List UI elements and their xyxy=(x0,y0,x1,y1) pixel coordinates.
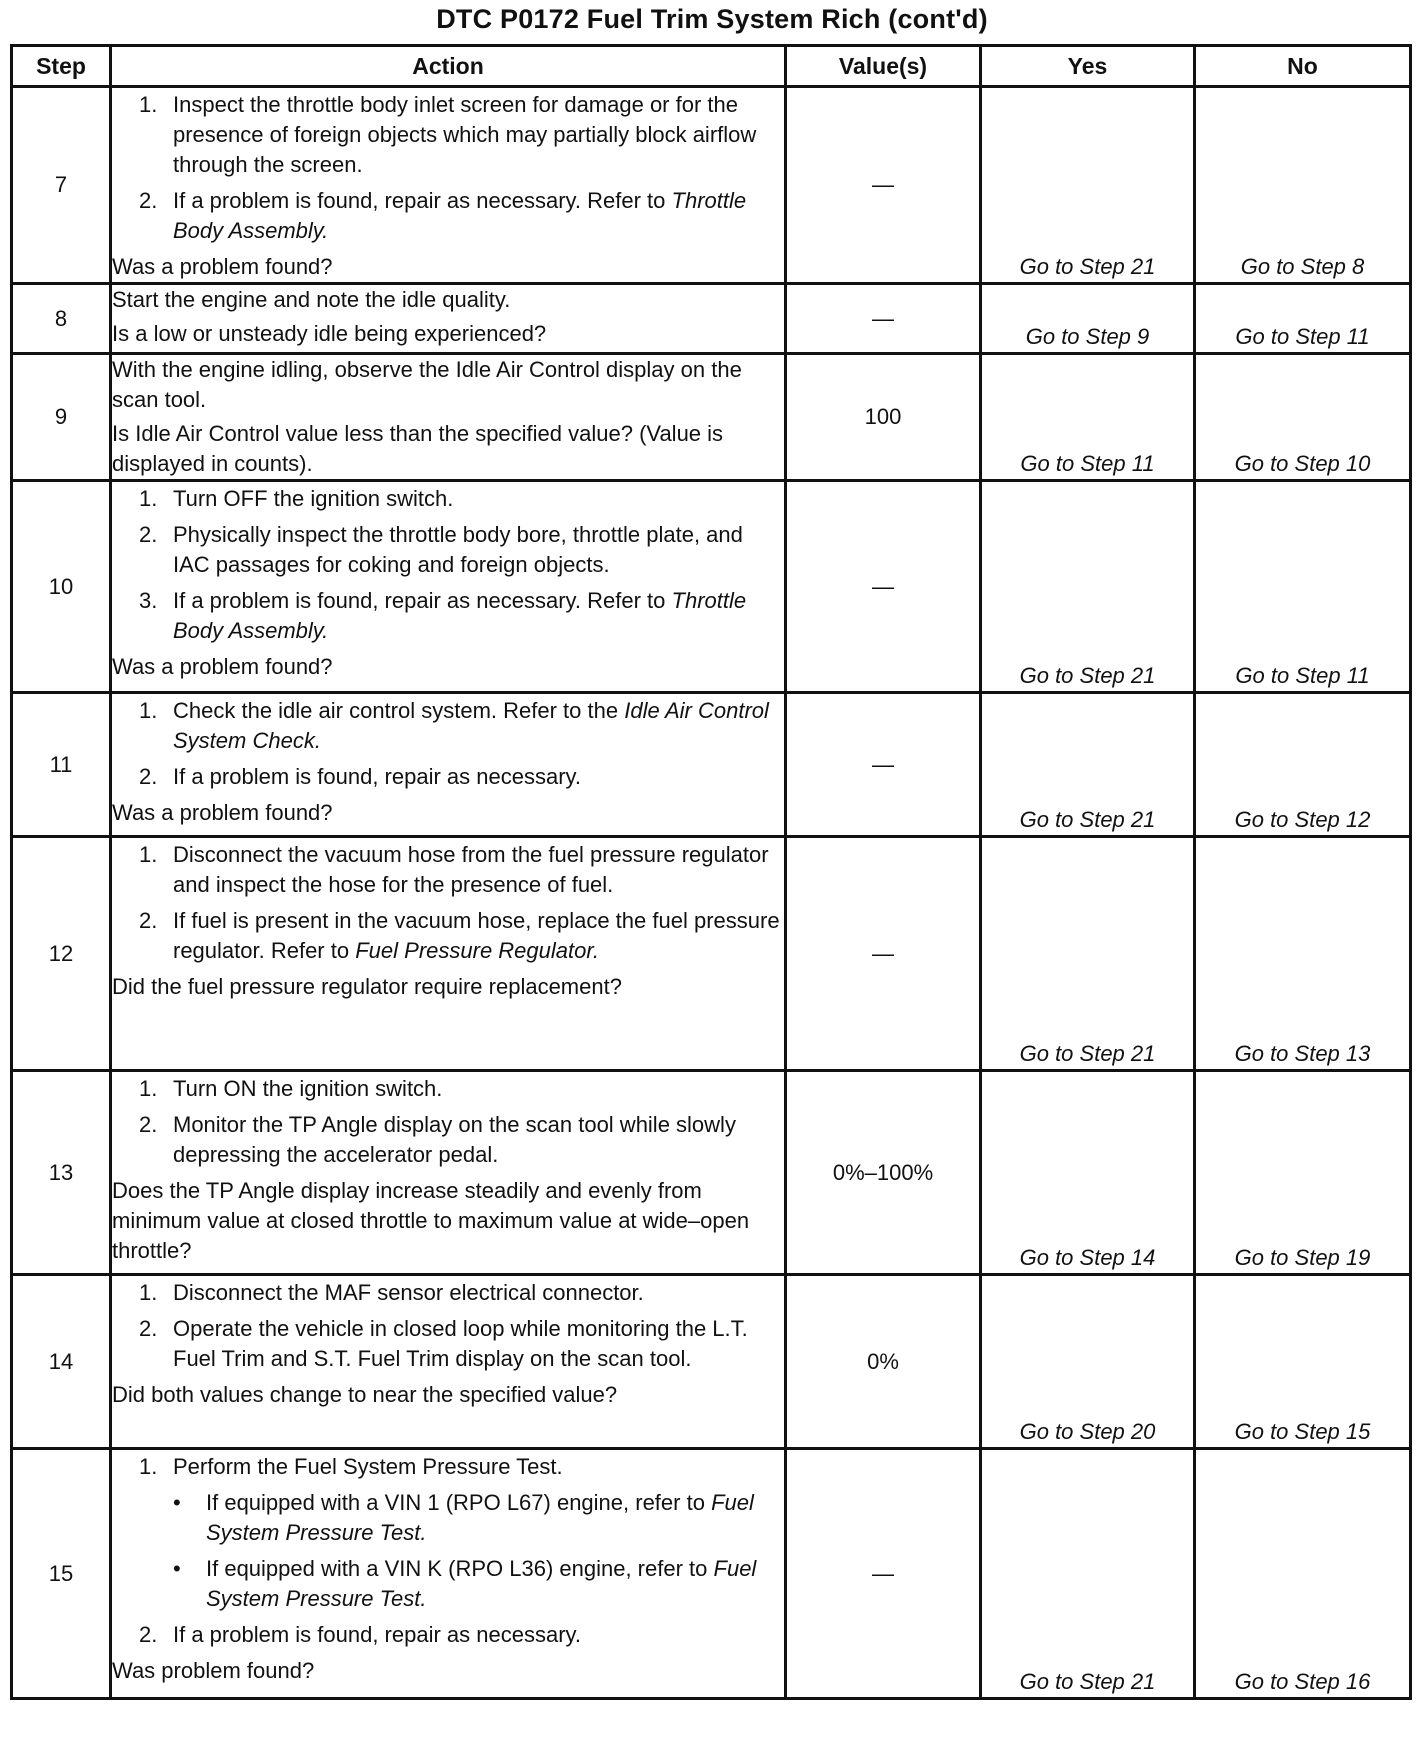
action-text: Start the engine and note the idle quality. xyxy=(112,287,511,312)
table-row xyxy=(12,87,1411,284)
action-cell: 1. Check the idle air control system. Refer to the Idle Air Control System Check. 2. If a problem is found, repair as necessary. Was a problem found? xyxy=(111,693,786,837)
action-cell xyxy=(111,354,786,481)
step-number: 10 xyxy=(12,481,111,693)
step-number: 15 xyxy=(12,1449,111,1699)
value-cell: — xyxy=(786,693,981,837)
no-goto-link[interactable]: Go to Step 11 xyxy=(1235,663,1370,688)
reference-link[interactable]: Fuel System Pressure Test. xyxy=(206,1490,754,1545)
action-bullet: If equipped with a VIN K (RPO L36) engine, refer to xyxy=(206,1556,708,1581)
yes-cell xyxy=(981,1449,1195,1699)
no-goto-link[interactable]: Go to Step 19 xyxy=(1234,1245,1371,1270)
step-number: 7 xyxy=(12,87,111,284)
action-substep: Disconnect the vacuum hose from the fuel pressure regulator and inspect the hose for the presence of fuel. xyxy=(173,842,769,897)
header-value: Value(s) xyxy=(786,46,981,87)
yes-goto-link[interactable]: Go to Step 21 xyxy=(1019,663,1156,688)
reference-link[interactable]: Throttle Body Assembly. xyxy=(173,188,747,243)
action-question: Did both values change to near the specified value? xyxy=(112,1382,618,1407)
action-question: Was a problem found? xyxy=(112,254,333,279)
action-question: Was problem found? xyxy=(112,1658,315,1683)
no-cell xyxy=(1195,87,1411,284)
yes-cell xyxy=(981,1275,1195,1449)
no-cell xyxy=(1195,1275,1411,1449)
action-substep: Perform the Fuel System Pressure Test. xyxy=(173,1454,563,1479)
action-question: Was a problem found? xyxy=(112,654,333,679)
value-cell: 0%–100% xyxy=(786,1071,981,1275)
table-row xyxy=(12,284,1411,354)
value-cell: — xyxy=(786,481,981,693)
value-cell: — xyxy=(786,837,981,1071)
value-cell: — xyxy=(786,87,981,284)
yes-cell xyxy=(981,284,1195,354)
yes-goto-link[interactable]: Go to Step 20 xyxy=(1019,1419,1156,1444)
reference-link[interactable]: Idle Air Control System Check. xyxy=(173,698,769,753)
action-substep: Monitor the TP Angle display on the scan tool while slowly depressing the accelerator pedal. xyxy=(173,1112,736,1167)
no-goto-link[interactable]: Go to Step 13 xyxy=(1234,1041,1371,1066)
header-yes: Yes xyxy=(981,46,1195,87)
step-number: 8 xyxy=(12,284,111,354)
action-substep: If a problem is found, repair as necessary. xyxy=(173,1622,582,1647)
action-cell: 1. Turn ON the ignition switch. 2. Monitor the TP Angle display on the scan tool while slowly depressing the accelerator pedal. Does the TP Angle display increase steadily and evenly from minimum value at closed throttle to maximum value at wide–open throttle? xyxy=(111,1071,786,1275)
action-question: Is a low or unsteady idle being experienced? xyxy=(112,321,547,346)
no-goto-link[interactable]: Go to Step 12 xyxy=(1234,807,1371,832)
no-goto-link[interactable]: Go to Step 8 xyxy=(1240,254,1365,279)
yes-goto-link[interactable]: Go to Step 21 xyxy=(1019,254,1156,279)
value-cell: — xyxy=(786,1449,981,1699)
action-substep: If fuel is present in the vacuum hose, replace the fuel pressure regulator. Refer to xyxy=(173,908,780,963)
value-cell: 100 xyxy=(786,354,981,481)
diagnostic-table xyxy=(10,44,1412,1700)
action-substep: Inspect the throttle body inlet screen for damage or for the presence of foreign objects which may partially block airflow through the screen. xyxy=(173,92,757,177)
action-substep: Check the idle air control system. Refer to the xyxy=(173,698,619,723)
header-step: Step xyxy=(12,46,111,87)
yes-goto-link[interactable]: Go to Step 21 xyxy=(1019,1669,1156,1694)
value-cell: 0% xyxy=(786,1275,981,1449)
action-question: Was a problem found? xyxy=(112,800,333,825)
no-goto-link[interactable]: Go to Step 16 xyxy=(1234,1669,1371,1694)
no-goto-link[interactable]: Go to Step 11 xyxy=(1235,324,1370,349)
action-substep: Operate the vehicle in closed loop while monitoring the L.T. Fuel Trim and S.T. Fuel Trim display on the scan tool. xyxy=(173,1316,748,1371)
action-substep: Disconnect the MAF sensor electrical connector. xyxy=(173,1280,644,1305)
action-bullet: If equipped with a VIN 1 (RPO L67) engine, refer to xyxy=(206,1490,705,1515)
no-cell xyxy=(1195,284,1411,354)
table-row xyxy=(12,1275,1411,1449)
reference-link[interactable]: Throttle Body Assembly. xyxy=(173,588,747,643)
reference-link[interactable]: Fuel Pressure Regulator. xyxy=(355,938,599,963)
table-header-row xyxy=(12,46,1411,87)
table-row xyxy=(12,1449,1411,1699)
step-number: 9 xyxy=(12,354,111,481)
header-no: No xyxy=(1195,46,1411,87)
table-row xyxy=(12,1071,1411,1275)
step-number: 11 xyxy=(12,693,111,837)
no-goto-link[interactable]: Go to Step 10 xyxy=(1234,451,1371,476)
no-cell xyxy=(1195,354,1411,481)
yes-goto-link[interactable]: Go to Step 9 xyxy=(1025,324,1150,349)
yes-goto-link[interactable]: Go to Step 11 xyxy=(1020,451,1155,476)
table-row xyxy=(12,693,1411,837)
no-cell xyxy=(1195,1071,1411,1275)
action-question: Is Idle Air Control value less than the specified value? (Value is displayed in counts). xyxy=(112,421,724,476)
yes-goto-link[interactable]: Go to Step 21 xyxy=(1019,1041,1156,1066)
action-cell: 1. Turn OFF the ignition switch. 2. Physically inspect the throttle body bore, throttle plate, and IAC passages for coking and foreign objects. 3. If a problem is found, repair as necessary. Refer to Throttle Body Assembly. Was a problem found? xyxy=(111,481,786,693)
yes-goto-link[interactable]: Go to Step 21 xyxy=(1019,807,1156,832)
action-cell: 1. Perform the Fuel System Pressure Test. • If equipped with a VIN 1 (RPO L67) engine, refer to Fuel System Pressure Test. • If equipped with a VIN K (RPO L36) engine, refer to Fuel System Pressure Test. 2. If a problem is found, repair as necessary. Was problem found? xyxy=(111,1449,786,1699)
value-cell: — xyxy=(786,284,981,354)
action-cell: 1. Disconnect the MAF sensor electrical connector. 2. Operate the vehicle in closed loop while monitoring the L.T. Fuel Trim and S.T. Fuel Trim display on the scan tool. Did both values change to near the specified value? xyxy=(111,1275,786,1449)
page-title: DTC P0172 Fuel Trim System Rich (cont'd) xyxy=(436,4,988,34)
yes-cell xyxy=(981,837,1195,1071)
action-substep: Physically inspect the throttle body bore, throttle plate, and IAC passages for coking and foreign objects. xyxy=(173,522,743,577)
no-goto-link[interactable]: Go to Step 15 xyxy=(1234,1419,1371,1444)
action-text: With the engine idling, observe the Idle Air Control display on the scan tool. xyxy=(112,357,742,412)
yes-cell xyxy=(981,1071,1195,1275)
action-question: Did the fuel pressure regulator require replacement? xyxy=(112,974,622,999)
step-number: 12 xyxy=(12,837,111,1071)
yes-goto-link[interactable]: Go to Step 14 xyxy=(1019,1245,1156,1270)
no-cell xyxy=(1195,837,1411,1071)
action-substep: Turn OFF the ignition switch. xyxy=(173,486,454,511)
table-row xyxy=(12,837,1411,1071)
yes-cell xyxy=(981,354,1195,481)
action-cell xyxy=(111,284,786,354)
step-number: 14 xyxy=(12,1275,111,1449)
yes-cell xyxy=(981,87,1195,284)
no-cell xyxy=(1195,693,1411,837)
action-substep: If a problem is found, repair as necessary. Refer to xyxy=(173,188,666,213)
yes-cell xyxy=(981,481,1195,693)
action-substep: If a problem is found, repair as necessary. xyxy=(173,764,582,789)
table-row xyxy=(12,354,1411,481)
action-substep: Turn ON the ignition switch. xyxy=(173,1076,443,1101)
step-number: 13 xyxy=(12,1071,111,1275)
no-cell xyxy=(1195,1449,1411,1699)
action-cell: 1. Inspect the throttle body inlet screen for damage or for the presence of foreign objects which may partially block airflow through the screen. 2. If a problem is found, repair as necessary. Refer to Throttle Body Assembly. Was a problem found? xyxy=(111,87,786,284)
header-action: Action xyxy=(111,46,786,87)
action-substep: If a problem is found, repair as necessary. Refer to xyxy=(173,588,666,613)
action-question: Does the TP Angle display increase steadily and evenly from minimum value at closed throttle to maximum value at wide–open throttle? xyxy=(112,1178,750,1263)
no-cell xyxy=(1195,481,1411,693)
table-row xyxy=(12,481,1411,693)
action-cell: 1. Disconnect the vacuum hose from the fuel pressure regulator and inspect the hose for the presence of fuel. 2. If fuel is present in the vacuum hose, replace the fuel pressure regulator. Refer to Fuel Pressure Regulator. Did the fuel pressure regulator require replacement? xyxy=(111,837,786,1071)
reference-link[interactable]: Fuel System Pressure Test. xyxy=(206,1556,757,1611)
yes-cell xyxy=(981,693,1195,837)
